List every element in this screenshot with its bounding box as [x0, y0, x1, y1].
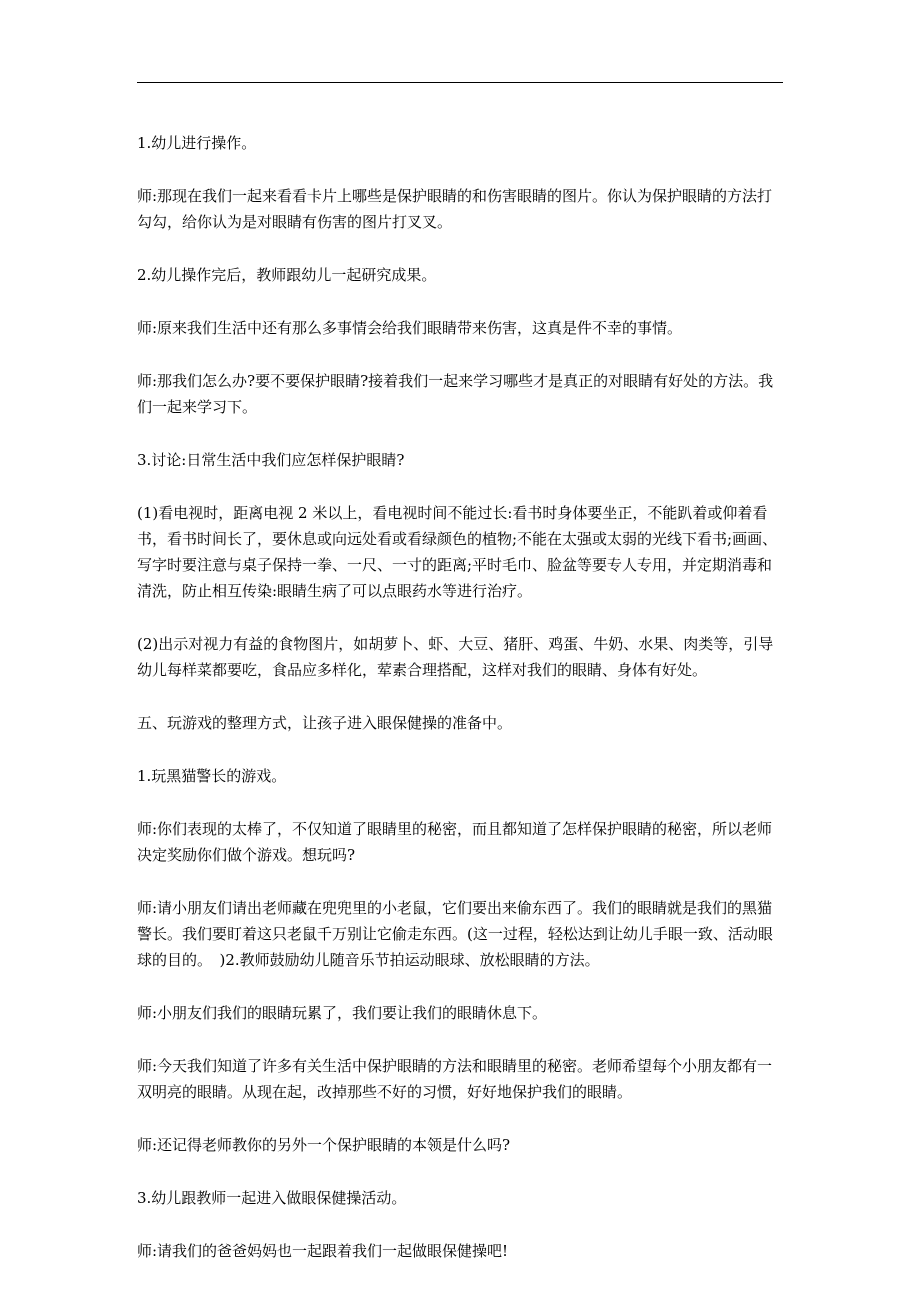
paragraph: (1)看电视时，距离电视 2 米以上，看电视时间不能过长:看书时身体要坐正，不能趴着或仰着看书，看书时间长了，要休息或向远处看或看绿颜色的植物;不能在太强或太弱的光线下看书;画画、写字时要注意与桌子保持一拳、一尺、一寸的距离;平时毛巾、脸盆等要专人专用，并定期消毒和清洗，防止相互传染:眼睛生病了可以点眼药水等进行治疗。 — [137, 504, 778, 600]
paragraph: 3.幼儿跟教师一起进入做眼保健操活动。 — [137, 1189, 407, 1207]
paragraph: 师:还记得老师教你的另外一个保护眼睛的本领是什么吗? — [137, 1136, 511, 1154]
paragraph: 师:你们表现的太棒了，不仅知道了眼睛里的秘密，而且都知道了怎样保护眼睛的秘密，所以老师决定奖励你们做个游戏。想玩吗? — [137, 820, 773, 864]
paragraph: 1.玩黑猫警长的游戏。 — [137, 767, 287, 785]
paragraph: 3.讨论:日常生活中我们应怎样保护眼睛? — [137, 451, 405, 469]
paragraph: 师:请小朋友们请出老师藏在兜兜里的小老鼠，它们要出来偷东西了。我们的眼睛就是我们的黑猫警长。我们要盯着这只老鼠千万别让它偷走东西。(这一过程，轻松达到让幼儿手眼一致、活动眼球的目的。 )2.教师鼓励幼儿随音乐节拍运动眼球、放松眼睛的方法。 — [137, 899, 773, 969]
document-body — [137, 130, 787, 1291]
paragraph: 师:小朋友们我们的眼睛玩累了，我们要让我们的眼睛休息下。 — [137, 1004, 548, 1022]
paragraph: 2.幼儿操作完后，教师跟幼儿一起研究成果。 — [137, 266, 437, 284]
paragraph: (2)出示对视力有益的食物图片，如胡萝卜、虾、大豆、猪肝、鸡蛋、牛奶、水果、肉类等，引导幼儿每样菜都要吃，食品应多样化，荤素合理搭配，这样对我们的眼睛、身体有好处。 — [137, 635, 774, 679]
header-rule — [137, 82, 783, 83]
paragraph: 五、玩游戏的整理方式，让孩子进入眼保健操的准备中。 — [137, 714, 513, 732]
paragraph: 师:请我们的爸爸妈妈也一起跟着我们一起做眼保健操吧! — [137, 1242, 509, 1260]
paragraph: 1.幼儿进行操作。 — [137, 134, 257, 152]
paragraph: 师:原来我们生活中还有那么多事情会给我们眼睛带来伤害，这真是件不幸的事情。 — [137, 319, 683, 337]
paragraph: 师:那我们怎么办?要不要保护眼睛?接着我们一起来学习哪些才是真正的对眼睛有好处的方法。我们一起来学习下。 — [137, 372, 774, 416]
paragraph: 师:那现在我们一起来看看卡片上哪些是保护眼睛的和伤害眼睛的图片。你认为保护眼睛的方法打勾勾，给你认为是对眼睛有伤害的图片打叉叉。 — [137, 187, 773, 231]
paragraph: 师:今天我们知道了许多有关生活中保护眼睛的方法和眼睛里的秘密。老师希望每个小朋友都有一双明亮的眼睛。从现在起，改掉那些不好的习惯，好好地保护我们的眼睛。 — [137, 1057, 773, 1101]
